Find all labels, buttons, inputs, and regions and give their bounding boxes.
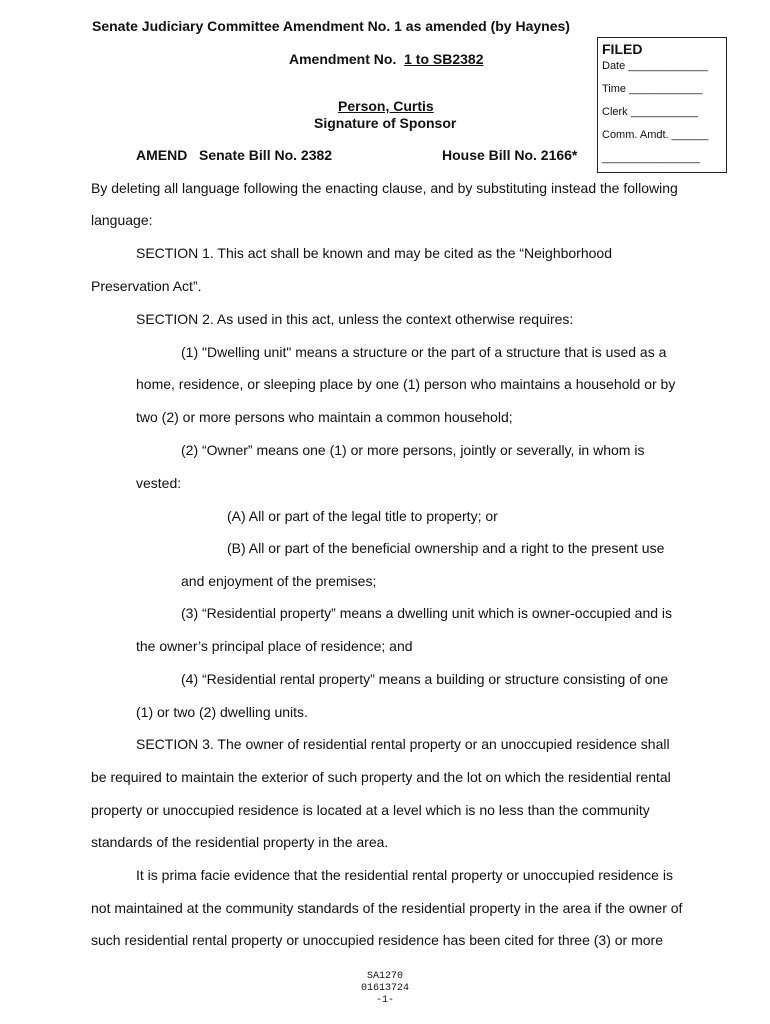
filed-date-line: Date _____________ [602,60,708,72]
amendment-ref: 1 to SB2382 [404,51,484,67]
text-line: the owner’s principal place of residence; and [136,638,413,654]
text-line: By deleting all language following the enacting clause, and by substituting instead the following [91,180,678,196]
text-line: It is prima facie evidence that the residential rental property or unoccupied residence is [136,867,673,883]
filed-comm-amdt-line: Comm. Amdt. ______ [602,129,709,141]
document-title: Senate Judiciary Committee Amendment No. 1 as amended (by Haynes) [92,18,570,34]
amendment-prefix: Amendment No. [289,51,397,67]
text-line: SECTION 3. The owner of residential rental property or an unoccupied residence shall [136,736,670,752]
text-line: (4) “Residential rental property” means a building or structure consisting of one [181,671,669,687]
filed-time-line: Time ____________ [602,83,703,95]
text-line: home, residence, or sleeping place by one (1) person who maintains a household or by [136,376,676,392]
text-line: not maintained at the community standards of the residential property in the area if the owner of [91,900,683,916]
page-number: -1- [375,995,394,1006]
text-line: (A) All or part of the legal title to property; or [227,508,498,524]
text-line: language: [91,212,153,228]
text-line: SECTION 2. As used in this act, unless the context otherwise requires: [136,311,574,327]
text-line: and enjoyment of the premises; [181,573,377,589]
text-line: (2) “Owner” means one (1) or more persons, jointly or severally, in whom is [181,442,645,458]
house-bill-number: House Bill No. 2166* [442,147,578,163]
text-line: (3) “Residential property” means a dwelling unit which is owner-occupied and is [181,605,673,621]
text-line: Preservation Act”. [91,278,202,294]
footer-code-1: SA1270 [366,971,403,982]
amendment-number [289,51,484,67]
filed-clerk-line: Clerk ___________ [602,106,699,118]
text-line: two (2) or more persons who maintain a common household; [136,409,513,425]
text-line: SECTION 1. This act shall be known and may be cited as the “Neighborhood [136,245,612,261]
text-line: (1) "Dwelling unit" means a structure or the part of a structure that is used as a [181,344,667,360]
sponsor-name: Person, Curtis [338,98,434,114]
footer [335,971,435,1007]
text-line: property or unoccupied residence is located at a level which is no less than the community [91,802,650,818]
filed-blank-line: ________________ [602,152,700,164]
text-line: standards of the residential property in the area. [91,834,389,850]
footer-code-2: 01613724 [360,983,409,994]
text-line: (B) All or part of the beneficial ownership and a right to the present use [227,540,665,556]
amend-label: AMEND [136,147,188,163]
text-line: such residential rental property or unoccupied residence has been cited for three (3) or more [91,932,663,948]
text-line: (1) or two (2) dwelling units. [136,704,308,720]
filed-title: FILED [602,41,643,57]
filed-stamp-box [597,37,727,173]
text-line: be required to maintain the exterior of such property and the lot on which the residential rental [91,769,671,785]
text-line: vested: [136,475,182,491]
sponsor-label: Signature of Sponsor [314,115,457,131]
senate-bill-number: Senate Bill No. 2382 [199,147,333,163]
